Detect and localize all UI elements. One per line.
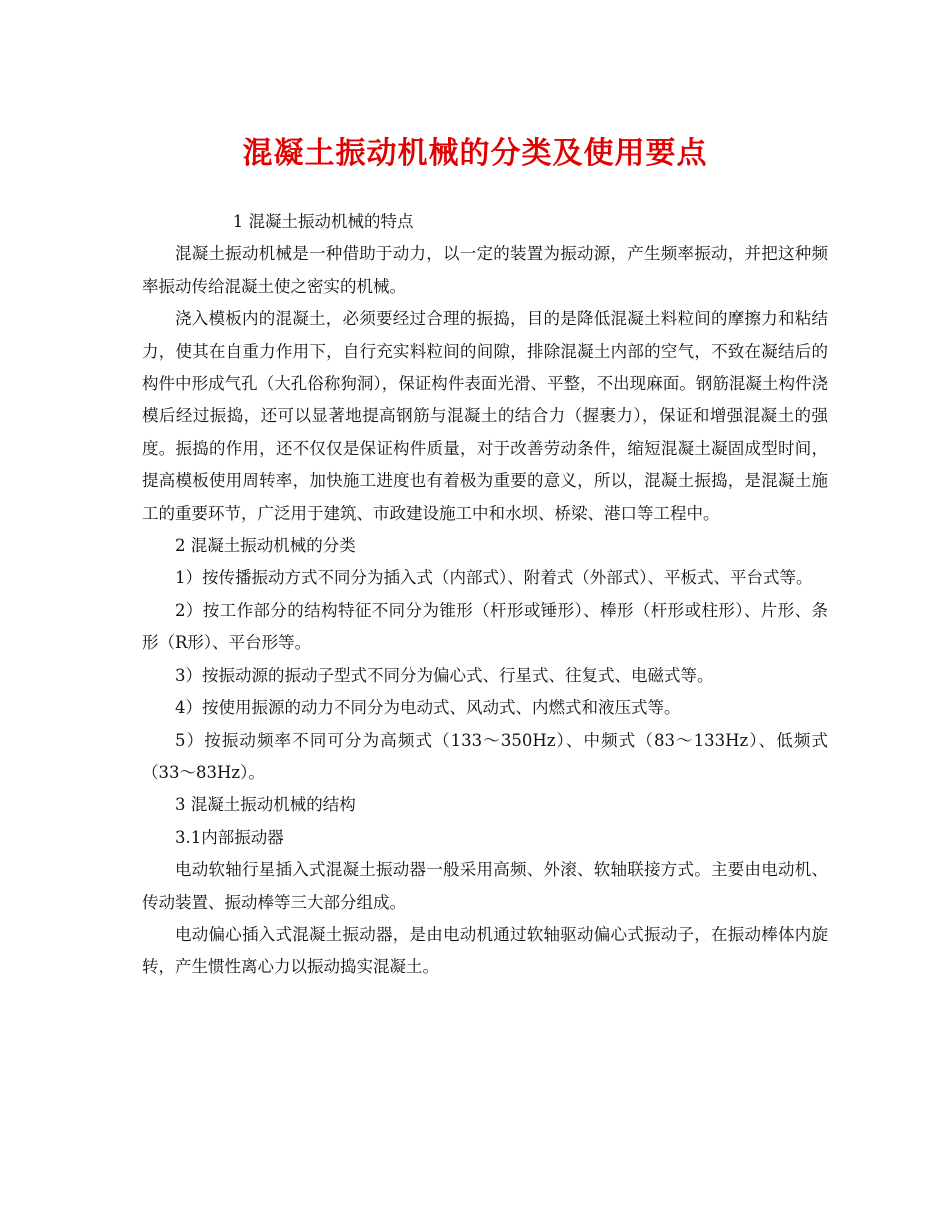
section-heading: 3 混凝土振动机械的结构	[175, 795, 356, 815]
list-item: 3）按振动源的振动子型式不同分为偏心式、行星式、往复式、电磁式等。	[175, 665, 714, 685]
list-item: 1）按传播振动方式不同分为插入式（内部式）、附着式（外部式）、平板式、平台式等。	[175, 568, 813, 588]
section-heading: 1 混凝土振动机械的特点	[232, 212, 414, 231]
list-item: 5）按振动频率不同可分为高频式（133～350Hz）、中频式（83～133Hz）、低频式（33～83Hz）。	[142, 730, 828, 782]
list-item: 2）按工作部分的结构特征不同分为锥形（杆形或锤形）、棒形（杆形或柱形）、片形、条形（R形）、平台形等。	[142, 600, 828, 653]
section-heading: 2 混凝土振动机械的分类	[175, 536, 356, 556]
list-item: 4）按使用振源的动力不同分为电动式、风动式、内燃式和液压式等。	[175, 698, 681, 718]
subsection-heading: 3.1内部振动器	[175, 827, 284, 847]
paragraph: 电动偏心插入式混凝土振动器，是由电动机通过软轴驱动偏心式振动子，在振动棒体内旋转，产生惯性离心力以振动捣实混凝土。	[142, 924, 828, 977]
paragraph: 电动软轴行星插入式混凝土振动器一般采用高频、外滚、软轴联接方式。主要由电动机、传动装置、振动棒等三大部分组成。	[142, 860, 828, 912]
document-title: 混凝土振动机械的分类及使用要点	[242, 136, 708, 171]
document-body	[142, 206, 828, 984]
paragraph: 混凝土振动机械是一种借助于动力，以一定的装置为振动源，产生频率振动，并把这种频率振动传给混凝土使之密实的机械。	[142, 244, 828, 296]
paragraph: 浇入模板内的混凝土，必须要经过合理的振捣，目的是降低混凝土料粒间的摩擦力和粘结力，使其在自重力作用下，自行充实料粒间的间隙，排除混凝土内部的空气，不致在凝结后的构件中形成气孔（大孔俗称狗洞），保证构件表面光滑、平整，不出现麻面。钢筋混凝土构件浇模后经过振捣，还可以显著地提高钢筋与混凝土的结合力（握裹力），保证和增强混凝土的强度。振捣的作用，还不仅仅是保证构件质量，对于改善劳动条件，缩短混凝土凝固成型时间，提高模板使用周转率，加快施工进度也有着极为重要的意义，所以，混凝土振捣，是混凝土施工的重要环节，广泛用于建筑、市政建设施工中和水坝、桥梁、港口等工程中。	[142, 309, 828, 523]
